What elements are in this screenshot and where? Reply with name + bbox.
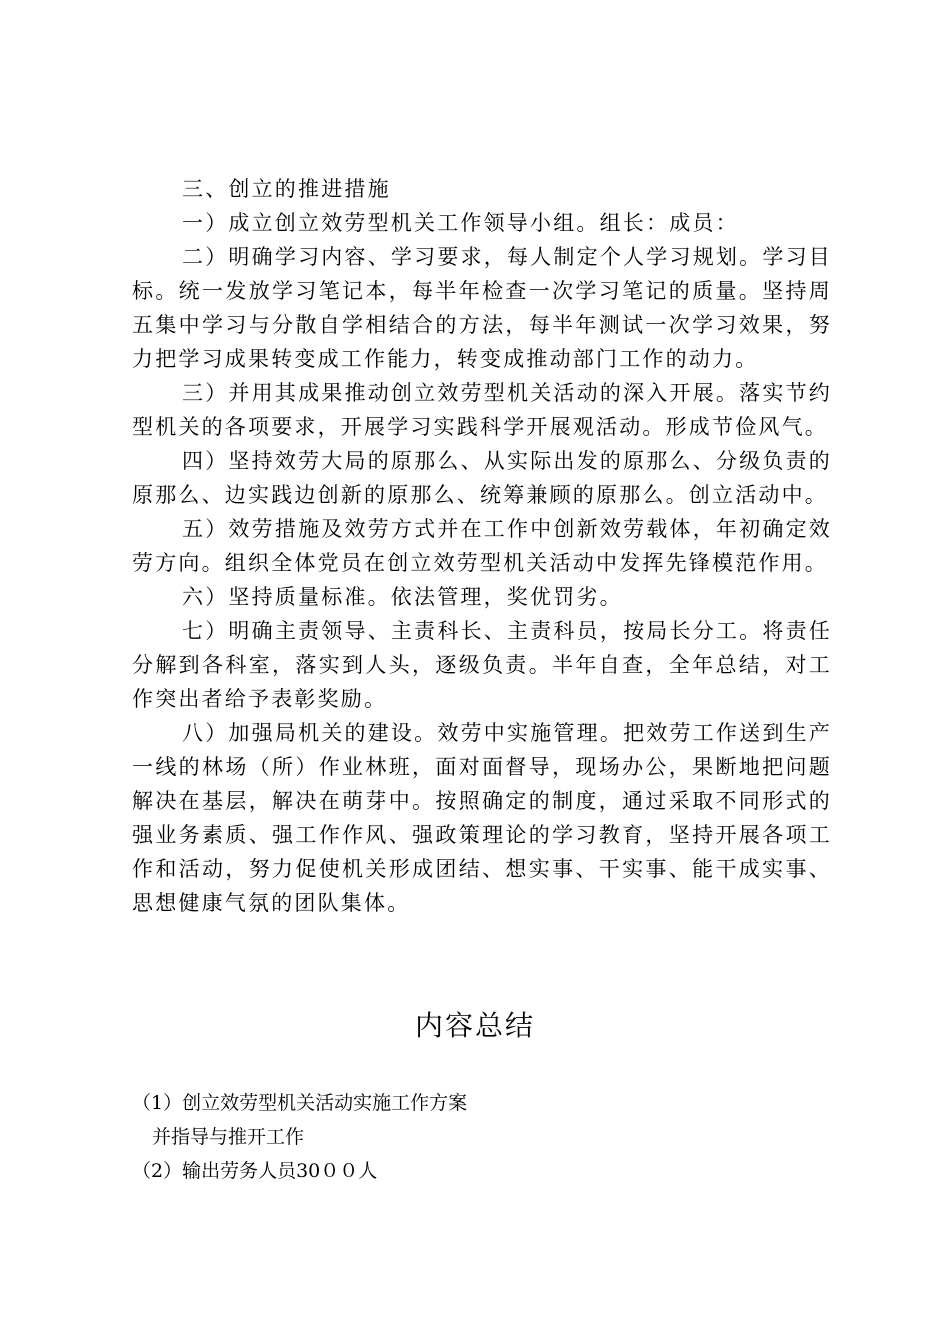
paragraph-6: 六）坚持质量标准。依法管理，奖优罚劣。 [182,585,623,609]
summary-item-1-sub: 并指导与推开工作 [152,1126,305,1148]
paragraph-3: 三）并用其成果推动创立效劳型机关活动的深入开展。落实节约型机关的各项要求，开展学习实践科学开展观活动。形成节俭风气。 [132,381,832,439]
summary-item-2: （2）输出劳务人员30００人 [132,1160,378,1182]
paragraph-4: 四）坚持效劳大局的原那么、从实际出发的原那么、分级负责的原那么、边实践边创新的原那么、统筹兼顾的原那么。创立活动中。 [132,449,832,507]
document-body [132,172,832,920]
paragraph-1: 一）成立创立效劳型机关工作领导小组。组长：成员： [182,211,739,235]
paragraph-7: 七）明确主责领导、主责科长、主责科员，按局长分工。将责任分解到各科室，落实到人头，逐级负责。半年自查，全年总结，对工作突出者给予表彰奖励。 [132,619,832,711]
section-heading: 三、创立的推进措施 [182,177,391,201]
paragraph-5: 五）效劳措施及效劳方式并在工作中创新效劳载体，年初确定效劳方向。组织全体党员在创立效劳型机关活动中发挥先锋模范作用。 [132,517,832,575]
summary-list [132,1088,832,1190]
summary-title: 内容总结 [414,1009,535,1042]
paragraph-8: 八）加强局机关的建设。效劳中实施管理。把效劳工作送到生产一线的林场（所）作业林班，面对面督导，现场办公，果断地把问题解决在基层，解决在萌芽中。按照确定的制度，通过采取不同形式的强业务素质、强工作作风、强政策理论的学习教育，坚持开展各项工作和活动，努力促使机关形成团结、想实事、干实事、能干成实事、思想健康气氛的团队集体。 [132,721,832,915]
summary-item-1: （1）创立效劳型机关活动实施工作方案 [132,1092,468,1114]
paragraph-2: 二）明确学习内容、学习要求，每人制定个人学习规划。学习目标。统一发放学习笔记本，每半年检查一次学习笔记的质量。坚持周五集中学习与分散自学相结合的方法，每半年测试一次学习效果，努力把学习成果转变成工作能力，转变成推动部门工作的动力。 [132,245,832,371]
